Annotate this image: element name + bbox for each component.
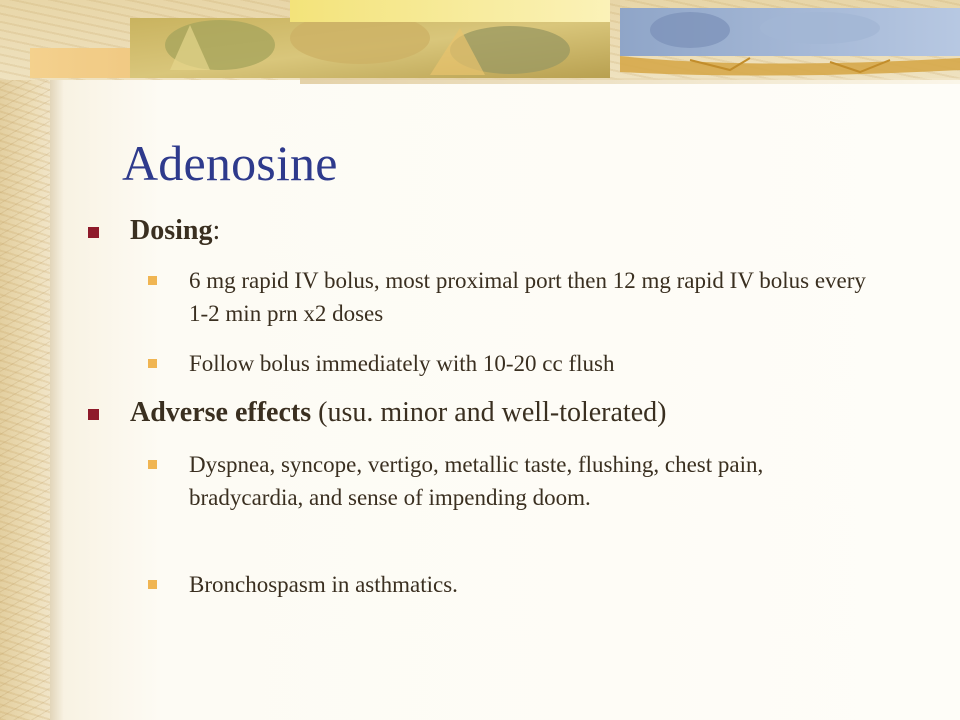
square-bullet-icon [148, 276, 157, 285]
bullet-heading: Adverse effects [130, 397, 312, 428]
bullet-heading: Dosing [130, 215, 213, 246]
sub-bullet-text: Bronchospasm in asthmatics. [189, 572, 458, 597]
square-bullet-icon [88, 409, 99, 420]
square-bullet-icon [148, 580, 157, 589]
bullet-rest: : [212, 215, 221, 246]
square-bullet-icon [88, 227, 99, 238]
slide-title: Adenosine [122, 135, 338, 191]
square-bullet-icon [148, 460, 157, 469]
sub-bullet-text: Dyspnea, syncope, vertigo, metallic taste, flushing, chest pain, bradycardia, and sense of impending doom. [189, 452, 764, 510]
sub-bullet-text: 6 mg rapid IV bolus, most proximal port then 12 mg rapid IV bolus every 1-2 min prn x2 doses [189, 268, 866, 326]
square-bullet-icon [148, 359, 157, 368]
bullet-rest: (usu. minor and well-tolerated) [311, 397, 667, 428]
sub-bullet-text: Follow bolus immediately with 10-20 cc flush [189, 351, 615, 376]
